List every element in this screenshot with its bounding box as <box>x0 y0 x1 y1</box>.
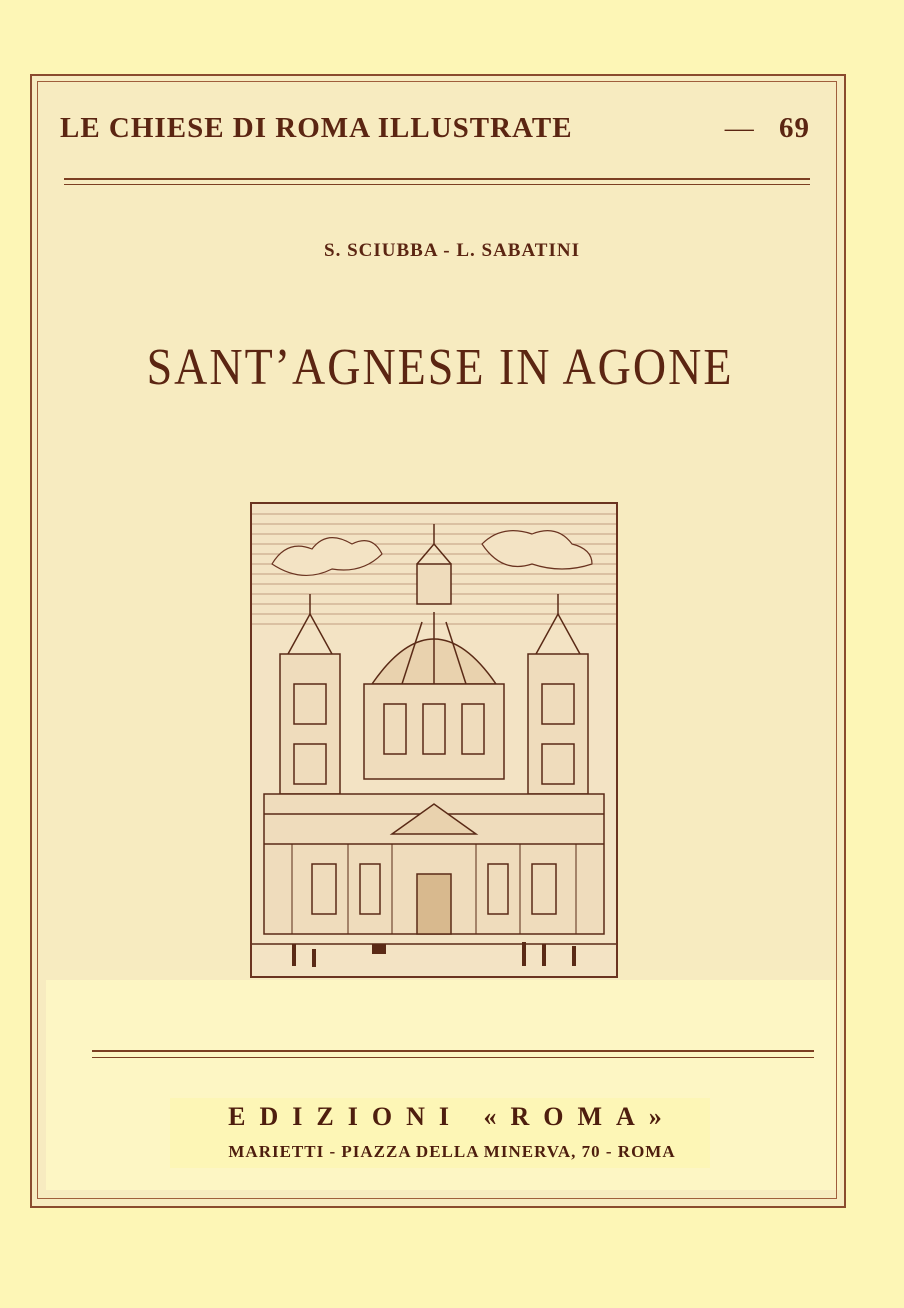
series-number: 69 <box>779 112 810 144</box>
church-facade-engraving <box>250 502 618 978</box>
series-header <box>60 112 810 145</box>
publisher-name: EDIZIONI «ROMA» <box>228 1102 676 1131</box>
publisher-address: MARIETTI - PIAZZA DELLA MINERVA, 70 - ROMA <box>228 1142 676 1161</box>
engraving-drawing <box>252 504 616 976</box>
publisher-rule-top <box>92 1050 814 1052</box>
series-dash: — <box>724 112 755 144</box>
header-rule-top <box>64 178 810 180</box>
authors: S. SCIUBBA - L. SABATINI <box>324 240 580 261</box>
book-title: SANT’AGNESE IN AGONE <box>146 337 734 396</box>
series-title: LE CHIESE DI ROMA ILLUSTRATE <box>60 112 573 144</box>
publisher-rule-bottom <box>92 1057 814 1058</box>
header-rule-bottom <box>64 184 810 185</box>
